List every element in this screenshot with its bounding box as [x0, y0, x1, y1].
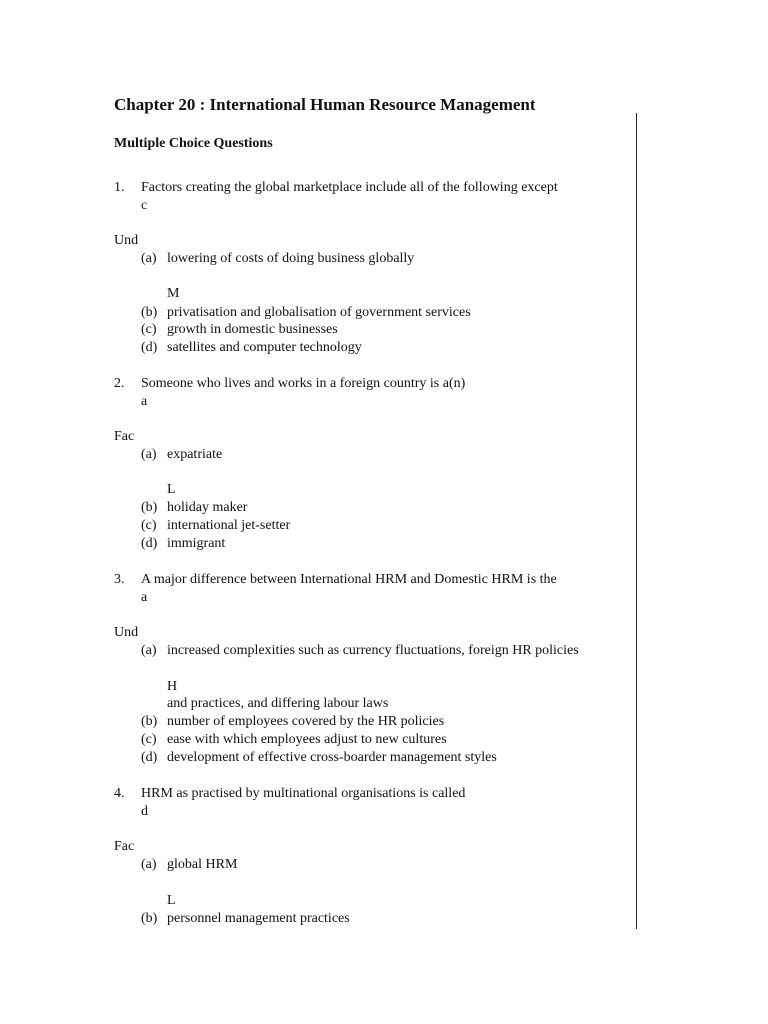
- question-number: 1.: [114, 180, 125, 195]
- option-letter: (c): [141, 518, 157, 533]
- option-letter: (c): [141, 732, 157, 747]
- option-text: holiday maker: [167, 500, 248, 515]
- option-letter: (b): [141, 714, 158, 729]
- margin-rule: [636, 113, 637, 929]
- difficulty-level: H: [167, 679, 178, 694]
- option-letter: (c): [141, 322, 157, 337]
- question-text: Factors creating the global marketplace include all of the following except: [141, 180, 558, 195]
- answer-key: d: [141, 804, 148, 819]
- option-letter: (a): [141, 857, 157, 872]
- difficulty-level: L: [167, 482, 176, 497]
- option-text: international jet-setter: [167, 518, 291, 533]
- option-letter: (a): [141, 643, 157, 658]
- option-text: ease with which employees adjust to new cultures: [167, 732, 447, 747]
- option-continuation: and practices, and differing labour laws: [167, 696, 389, 711]
- option-text: development of effective cross-boarder management styles: [167, 750, 497, 765]
- option-letter: (b): [141, 911, 158, 926]
- question-type: Fac: [114, 429, 135, 444]
- chapter-title: Chapter 20 : International Human Resource Management: [114, 95, 536, 114]
- question-type: Fac: [114, 839, 135, 854]
- difficulty-level: L: [167, 893, 176, 908]
- option-text: global HRM: [167, 857, 238, 872]
- difficulty-level: M: [167, 286, 180, 301]
- question-text: A major difference between International HRM and Domestic HRM is the: [141, 572, 557, 587]
- option-text: satellites and computer technology: [167, 340, 362, 355]
- option-letter: (b): [141, 500, 158, 515]
- question-type: Und: [114, 625, 139, 640]
- question-number: 2.: [114, 376, 125, 391]
- question-number: 4.: [114, 786, 125, 801]
- option-letter: (d): [141, 536, 158, 551]
- option-text: growth in domestic businesses: [167, 322, 338, 337]
- option-letter: (b): [141, 305, 158, 320]
- section-title: Multiple Choice Questions: [114, 136, 273, 151]
- option-text: immigrant: [167, 536, 226, 551]
- option-text: increased complexities such as currency fluctuations, foreign HR policies: [167, 643, 579, 658]
- question-type: Und: [114, 233, 139, 248]
- option-letter: (d): [141, 750, 158, 765]
- question-text: Someone who lives and works in a foreign country is a(n): [141, 376, 466, 391]
- option-text: expatriate: [167, 447, 223, 462]
- option-letter: (d): [141, 340, 158, 355]
- option-text: lowering of costs of doing business globally: [167, 251, 415, 266]
- answer-key: c: [141, 198, 148, 213]
- answer-key: a: [141, 394, 148, 409]
- question-text: HRM as practised by multinational organisations is called: [141, 786, 466, 801]
- question-number: 3.: [114, 572, 125, 587]
- option-text: number of employees covered by the HR policies: [167, 714, 445, 729]
- option-letter: (a): [141, 447, 157, 462]
- option-letter: (a): [141, 251, 157, 266]
- option-text: privatisation and globalisation of government services: [167, 305, 471, 320]
- option-text: personnel management practices: [167, 911, 350, 926]
- answer-key: a: [141, 590, 148, 605]
